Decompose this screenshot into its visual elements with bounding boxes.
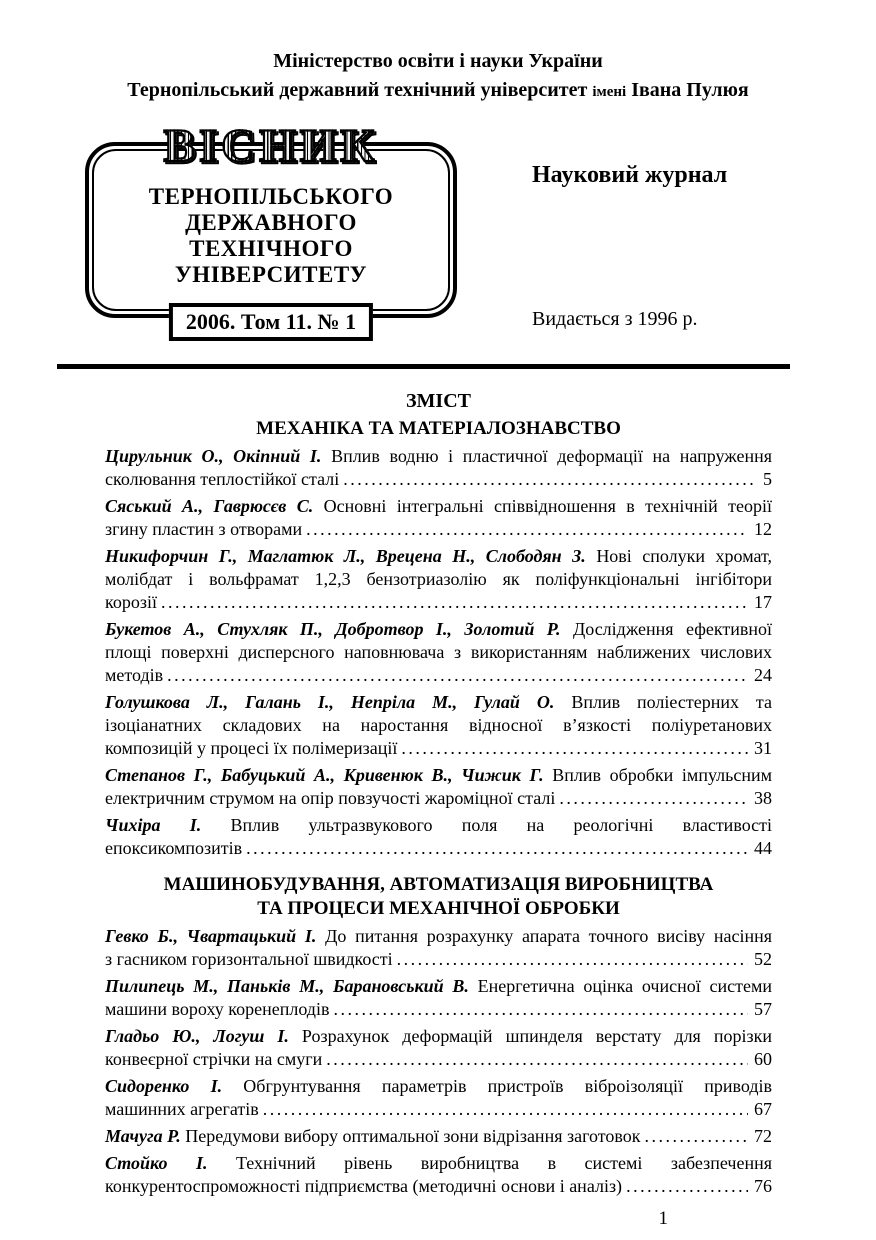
toc-entry	[105, 1025, 772, 1071]
toc-entry	[105, 445, 772, 491]
header-patron-name: Івана Пулюя	[631, 79, 749, 101]
entry-line-text: машини вороху коренеплодів	[105, 999, 330, 1019]
entry-line: Гладьо Ю., Логуш І. Розрахунок деформацій шпинделя верстату для порізки	[105, 1026, 772, 1046]
entry-line-text: машинних агрегатів	[105, 1099, 259, 1119]
entry-line-text: сколювання теплостійкої сталі	[105, 469, 340, 489]
entry-line-text: електричним струмом на опір повзучості жароміцної сталі	[105, 788, 556, 808]
entry-authors: Степанов Г., Бабуцький А., Кривенюк В., Чижик Г.	[105, 765, 544, 785]
entry-line: Никифорчин Г., Маглатюк Л., Врецена Н., Слободян З. Нові сполуки хромат,	[105, 546, 772, 566]
dot-leader	[333, 998, 748, 1021]
entry-authors: Гладьо Ю., Логуш І.	[105, 1026, 289, 1046]
dot-leader	[306, 518, 748, 541]
logo-university-line: ТЕХНІЧНОГО	[189, 236, 353, 261]
entry-line	[105, 664, 772, 687]
entry-page-number: 38	[754, 788, 772, 808]
entry-line: Сяський А., Гаврюсєв С. Основні інтегральні співвідношення в технічній теорії	[105, 496, 772, 516]
entry-page-number: 76	[754, 1176, 772, 1196]
entry-line: Букетов А., Стухляк П., Добротвор І., Золотий Р. Дослідження ефективної	[105, 619, 773, 639]
entry-line-text: методів	[105, 665, 164, 685]
dot-leader	[161, 591, 748, 614]
entry-line: Стойко І. Технічний рівень виробництва в системі забезпечення	[105, 1153, 772, 1173]
header-ministry-line: Міністерство освіти і науки України	[273, 50, 603, 72]
dot-leader	[263, 1098, 748, 1121]
entry-line-text: корозії	[105, 592, 157, 612]
entry-authors: Никифорчин Г., Маглатюк Л., Врецена Н., Слободян З.	[105, 546, 586, 566]
entry-line	[105, 1048, 772, 1071]
entry-page-number: 31	[754, 738, 772, 758]
entry-page-number: 67	[754, 1099, 772, 1119]
entry-line	[105, 1125, 772, 1148]
toc-entry	[105, 975, 772, 1021]
entry-line: молібдат і вольфрамат 1,2,3 бензотриазолію як поліфункціональні інгібітори	[105, 569, 772, 589]
entry-line-text: композицій у процесі їх полімеризації	[105, 738, 398, 758]
logo-university-line: УНІВЕРСИТЕТУ	[174, 262, 368, 287]
header-university-name: Тернопільський державний технічний університет	[127, 79, 588, 101]
entry-authors: Сидоренко І.	[105, 1076, 223, 1096]
entry-line	[105, 837, 772, 860]
entry-page-number: 12	[754, 519, 772, 539]
entry-authors: Гевко Б., Чвартацький І.	[105, 926, 317, 946]
toc-title: ЗМІСТ	[406, 390, 471, 412]
entry-line: Гевко Б., Чвартацький І. До питання розрахунку апарата точного висіву насіння	[105, 926, 773, 946]
entry-page-number: 24	[754, 665, 772, 685]
entry-line	[105, 1098, 772, 1121]
section-heading-line: МАШИНОБУДУВАННЯ, АВТОМАТИЗАЦІЯ ВИРОБНИЦТВА	[163, 874, 714, 895]
header-university-line	[0, 74, 876, 108]
entry-line	[105, 948, 772, 971]
entry-page-number: 5	[763, 469, 772, 489]
entry-page-number: 17	[754, 592, 772, 612]
entry-authors: Голушкова Л., Галань І., Непріла М., Гулай О.	[105, 692, 555, 712]
journal-logo-box	[85, 120, 457, 334]
toc-section	[105, 873, 772, 1198]
entry-page-number: 60	[754, 1049, 772, 1069]
entry-line	[105, 737, 772, 760]
toc-entry	[105, 1075, 772, 1121]
entry-line: Голушкова Л., Галань І., Непріла М., Гулай О. Вплив поліестерних та	[105, 692, 772, 712]
dot-leader	[246, 837, 748, 860]
published-since-label: Видається з 1996 р.	[532, 308, 698, 330]
dot-leader	[397, 948, 748, 971]
entry-line-text: конвеєрної стрічки на смуги	[105, 1049, 323, 1069]
entry-authors: Мачуга Р.	[105, 1126, 181, 1146]
journal-logo-title: ВІСНИК	[156, 120, 387, 172]
toc-entry	[105, 618, 772, 687]
entry-line-text: згину пластин з отворами	[105, 519, 303, 539]
entry-authors: Чихіра І.	[105, 815, 202, 835]
section-heading-line: ТА ПРОЦЕСИ МЕХАНІЧНОЇ ОБРОБКИ	[257, 898, 620, 919]
entry-authors: Сяський А., Гаврюсєв С.	[105, 496, 314, 516]
toc-sections	[105, 417, 772, 1198]
toc-entry	[105, 495, 772, 541]
dot-leader	[326, 1048, 748, 1071]
entry-line: ізоціанатних складових на наростання відносної в’язкості поліуретанових	[105, 715, 772, 735]
entry-line	[105, 998, 772, 1021]
entry-authors: Цирульник О., Окіпний І.	[105, 446, 322, 466]
entry-line-text: Мачуга Р. Передумови вибору оптимальної зони відрізання заготовок	[105, 1126, 641, 1146]
journal-type-label: Науковий журнал	[532, 162, 728, 188]
entry-line	[105, 468, 772, 491]
masthead	[0, 120, 876, 346]
toc-entry	[105, 764, 772, 810]
entry-line-text: конкурентоспроможності підприємства (методичні основи і аналіз)	[105, 1176, 623, 1196]
entry-line: Сидоренко І. Обгрунтування параметрів пристроїв віброізоляції приводів	[105, 1076, 773, 1096]
footer-page-number: 1	[658, 1208, 668, 1229]
logo-university-line: ТЕРНОПІЛЬСЬКОГО	[148, 184, 394, 209]
entry-line	[105, 518, 772, 541]
dot-leader	[645, 1125, 748, 1148]
entry-line: Цирульник О., Окіпний І. Вплив водню і пластичної деформації на напруження	[105, 446, 773, 466]
toc-entry	[105, 1125, 772, 1148]
issue-box: 2006. Том 11. № 1	[169, 303, 373, 341]
dot-leader	[559, 787, 748, 810]
toc-entry	[105, 925, 772, 971]
table-of-contents	[105, 389, 772, 1230]
entry-line: Степанов Г., Бабуцький А., Кривенюк В., Чижик Г. Вплив обробки імпульсним	[105, 765, 773, 785]
entry-page-number: 52	[754, 949, 772, 969]
entry-page-number: 44	[754, 838, 772, 858]
dot-leader	[626, 1175, 748, 1198]
toc-section	[105, 417, 772, 860]
section-heading-line: МЕХАНІКА ТА МАТЕРІАЛОЗНАВСТВО	[256, 418, 621, 439]
header-divider-rule	[57, 364, 790, 369]
entry-line: Пилипець М., Паньків М., Барановський В. Енергетична оцінка очисної системи	[105, 976, 772, 996]
entry-line	[105, 787, 772, 810]
toc-entry	[105, 1152, 772, 1198]
toc-entry	[105, 691, 772, 760]
entry-line: Чихіра І. Вплив ультразвукового поля на реологічні властивості	[105, 815, 772, 835]
entry-line	[105, 1175, 772, 1198]
logo-university-name	[89, 184, 453, 288]
entry-authors: Пилипець М., Паньків М., Барановський В.	[105, 976, 469, 996]
entry-line: площі поверхні дисперсного наповнювача з використанням наближених числових	[105, 642, 772, 662]
toc-entry	[105, 545, 772, 614]
toc-entry	[105, 814, 772, 860]
entry-authors: Стойко І.	[105, 1153, 208, 1173]
header-named-after-word: імені	[592, 84, 627, 100]
logo-university-line: ДЕРЖАВНОГО	[185, 210, 357, 235]
dot-leader	[167, 664, 748, 687]
entry-page-number: 72	[754, 1126, 772, 1146]
entry-line-text: епоксикомпозитів	[105, 838, 243, 858]
entry-page-number: 57	[754, 999, 772, 1019]
entry-line-text: з гасником горизонтальної швидкості	[105, 949, 393, 969]
dot-leader	[343, 468, 757, 491]
entry-authors: Букетов А., Стухляк П., Добротвор І., Золотий Р.	[105, 619, 561, 639]
entry-line	[105, 591, 772, 614]
dot-leader	[401, 737, 748, 760]
